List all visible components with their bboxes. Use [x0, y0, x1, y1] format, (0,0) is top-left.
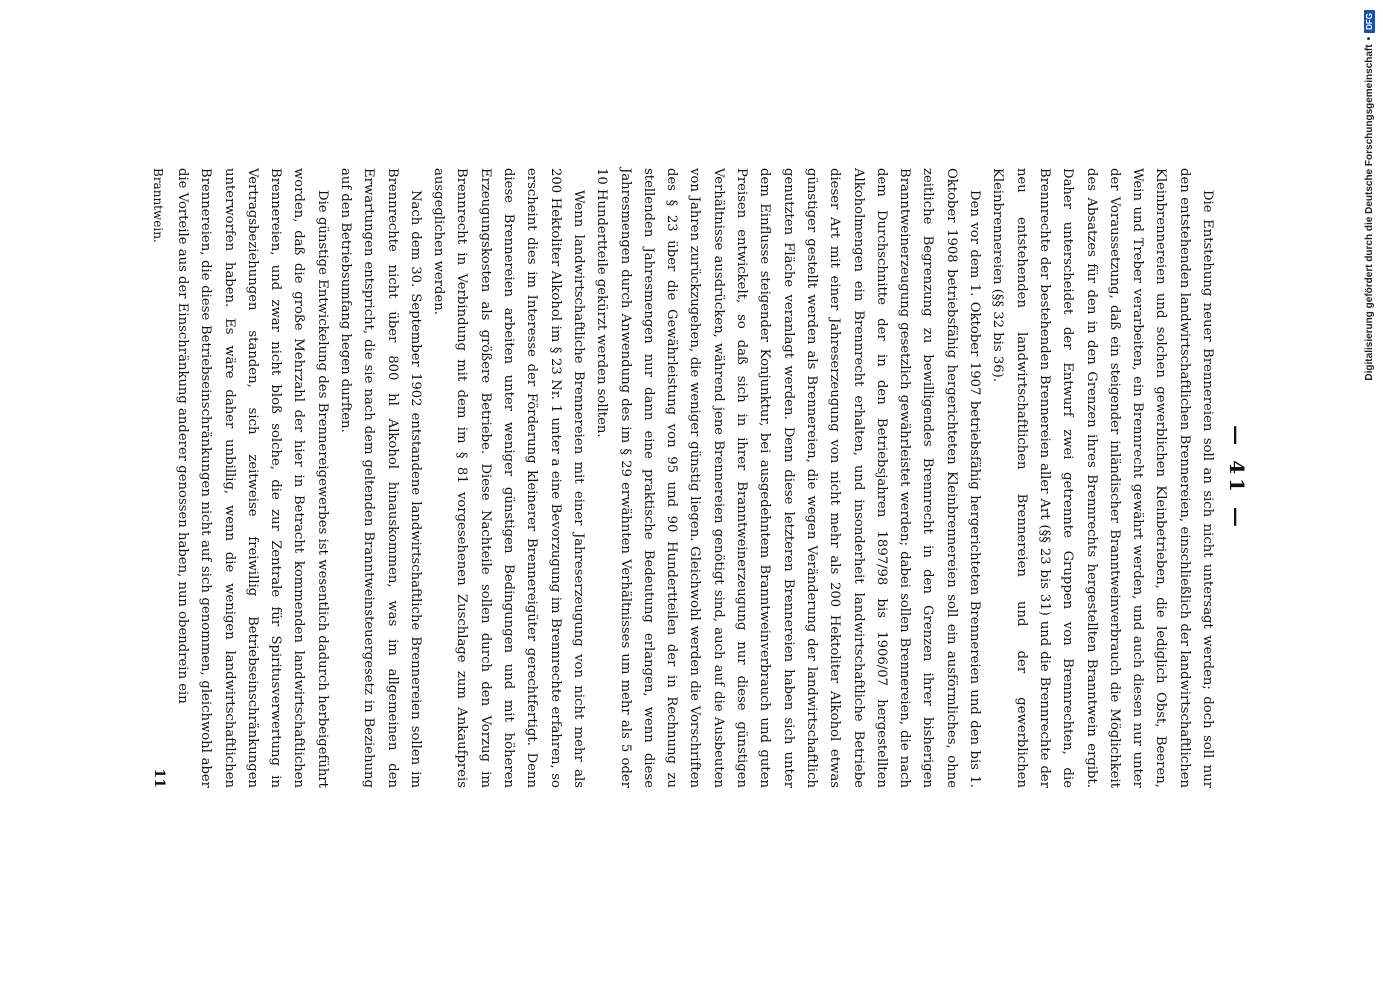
page-footer	[151, 158, 171, 798]
catchword: Branntwein.	[150, 168, 165, 243]
dfg-logo: DFG	[1364, 10, 1375, 33]
paragraph: Den vor dem 1. Oktober 1907 betriebsfähig hergerichteten Brennereien und den bis 1. Oktober 1908 betriebsfähig hergerichteten Kleinbrennereien soll ein ausförmliches, ohne zeitliche Begrenzung zu bewilligendes Brennrecht in den Grenzen ihrer bisherigen Branntweinerzeugung gesetzlich gewährleistet werden; dabei sollen Brennereien, die nach dem Durchschnitte der in den Betriebsjahren 1897/98 bis 1906/07 hergestellten Alkoholmengen ein Brennrecht erhalten, und insonderheit landwirtschaftliche Betriebe dieser Art mit einer Jahreserzeugung von nicht mehr als 200 Hektoliter Alkohol etwas günstiger gestellt werden als Brennereien, die wegen Veränderung der landwirtschaftlich genutzten Fläche veranlagt werden. Denn diese letzteren Brennereien haben sich unter dem Einflusse steigender Konjunktur, bei ausgedehntem Branntweinverbrauch und guten Preisen entwickelt, so daß sich in ihrer Branntweinerzeugung nur diese günstigen Verhältnisse ausdrücken, während jene Brennereien genötigt sind, auch auf die Ausbeuten von Jahren zurückzugehen, die weniger günstig liegen. Gleichwohl werden die Vorschriften des § 23 über die Gewährleistung von 95 und 90 Hundertteilen der in Rechnung zu stellenden Jahresmengen nur dann eine praktische Bedeutung erlangen, wenn diese Jahresmengen durch Anwendung des im § 29 erwähnten Verhältnisses um mehr als 5 oder 10 Hundertteile gekürzt werden sollten.	[594, 168, 983, 788]
credit-text: Digitalisierung gefördert durch die Deutsche Forschungsgemeinschaft	[1363, 44, 1375, 381]
paragraph: Die günstige Entwickelung des Brennereigewerbes ist wesentlich dadurch herbeigeführt worden, daß die große Mehrzahl der hier in Betracht kommenden landwirtschaftlichen Brennereien, und zwar nicht bloß solche, die zur Zentrale für Spiritusverwertung in Vertragsbeziehungen standen, sich zeitweise freiwillig Betriebseinschränkungen unterworfen haben. Es wäre daher unbillig, wenn die wenigen landwirtschaftlichen Brennereien, die diese Betriebseinschränkungen nicht auf sich genommen, gleichwohl aber die Vorteile aus der Einschränkung anderer genossen haben, nun obendrein ein	[174, 168, 330, 788]
paragraph: Nach dem 30. September 1902 entstandene landwirtschaftliche Brennereien sollen im Brennrechte nicht über 800 hl Alkohol hinauskommen, was im allgemeinen den Erwartungen entspricht, die sie nach dem geltenden Branntweinsteuergesetz in Beziehung auf den Betriebsumfang hegen durften.	[338, 168, 423, 788]
signature-mark: 11	[150, 768, 167, 788]
page-header: — 41 —	[1225, 425, 1249, 531]
digitization-credit	[1341, 10, 1381, 990]
body-text	[171, 158, 1219, 798]
paragraph: Wenn landwirtschaftliche Brennereien mit einer Jahreserzeugung von nicht mehr als 200 Hektoliter Alkohol im § 23 Nr. 1 unter a eine Bevorzugung im Brennrechte erfahren, so erscheint dies im Interesse der Förderung kleinerer Brennereigüter gerechtfertigt. Denn diese Brennereien arbeiten unter weniger günstigen Bedingungen und mit höheren Erzeugungskosten als größere Betriebe. Diese Nachteile sollen durch den Vorzug im Brennrecht in Verbindung mit dem im § 81 vorgesehenen Zuschlage zum Ankaufpreis ausgeglichen werden.	[431, 168, 586, 788]
credit-separator: •	[1363, 36, 1375, 41]
paragraph: Die Entstehung neuer Brennereien soll an sich nicht untersagt werden; doch soll nur den entstehenden landwirtschaftlichen Brennereien, einschließlich der landwirtschaftlichen Kleinbrennereien und solchen gewerblichen Kleinbetrieben, die lediglich Obst, Beeren, Wein und Treber verarbeiten, ein Brennrecht gewährt werden, und auch diesen nur unter der Voraussetzung, daß ein steigender inländischer Branntweinverbrauch die Möglichkeit des Absatzes für den in den Grenzen ihres Brennrechts hergestellten Branntwein ergibt. Daher unterscheidet der Entwurf zwei getrennte Gruppen von Brennrechten, die Brennrechte der bestehenden Brennereien aller Art (§§ 23 bis 31) und die Brennrechte der neu entstehenden landwirtschaftlichen Brennereien und der gewerblichen Kleinbrennereien (§§ 32 bis 36).	[990, 168, 1215, 788]
document-text	[135, 158, 1255, 798]
